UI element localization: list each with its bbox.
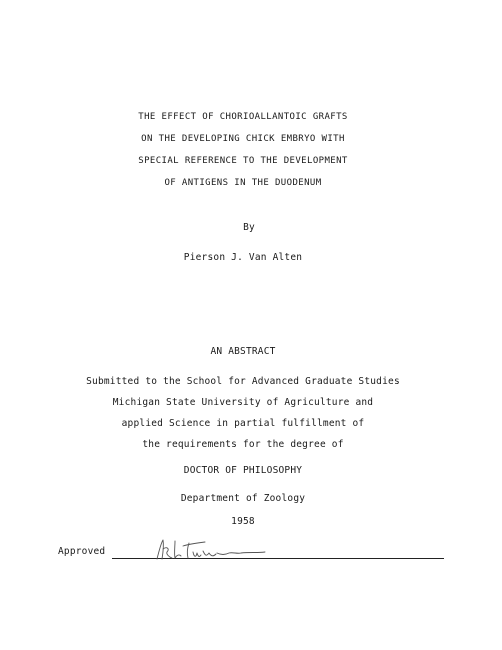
handwritten-signature-icon <box>153 537 283 563</box>
by-label: By <box>243 222 255 233</box>
title-line-4: OF ANTIGENS IN THE DUODENUM <box>164 178 322 188</box>
author-name: Pierson J. Van Alten <box>183 252 303 263</box>
year: 1958 <box>231 516 255 527</box>
department-name: Department of Zoology <box>180 493 306 504</box>
abstract-heading: AN ABSTRACT <box>210 346 276 357</box>
submission-line-1: Submitted to the School for Advanced Graduate Studies <box>86 376 400 387</box>
submission-line-3: applied Science in partial fulfillment of <box>121 418 365 429</box>
submission-line-4: the requirements for the degree of <box>142 439 344 450</box>
degree-name: DOCTOR OF PHILOSOPHY <box>183 465 303 476</box>
submission-line-2: Michigan State University of Agriculture and <box>112 397 374 408</box>
title-line-2: ON THE DEVELOPING CHICK EMBRYO WITH <box>141 134 345 144</box>
title-line-3: SPECIAL REFERENCE TO THE DEVELOPMENT <box>138 156 348 166</box>
approved-label: Approved <box>58 546 106 557</box>
title-line-1: THE EFFECT OF CHORIOALLANTOIC GRAFTS <box>138 112 348 122</box>
approval-block <box>58 543 448 563</box>
